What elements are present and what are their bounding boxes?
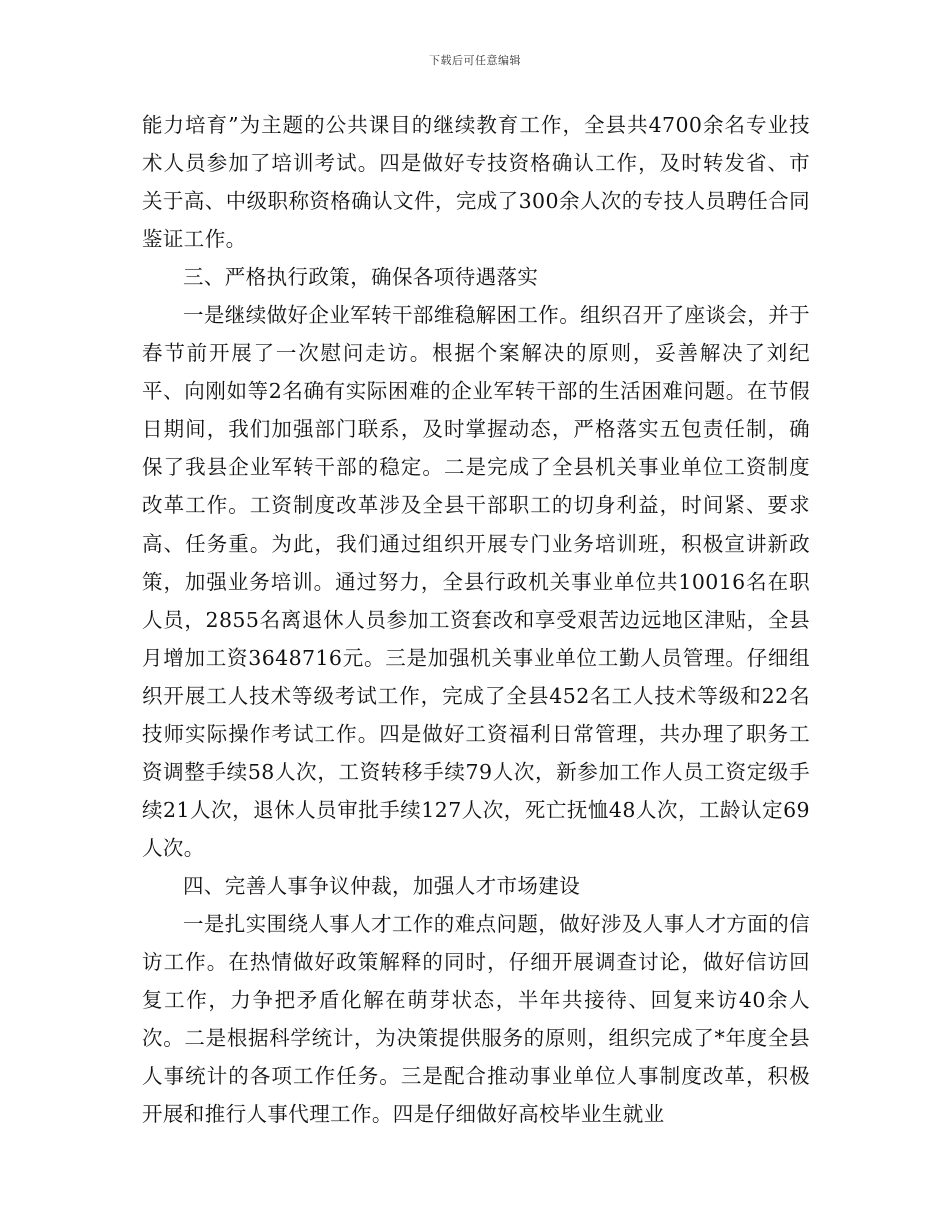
paragraph-section-4: 一是扎实围绕人事人才工作的难点问题，做好涉及人事人才方面的信访工作。在热情做好政策解释的同时，仔细开展调查讨论，做好信访回复工作，力争把矛盾化解在萌芽状态，半年共接待、回复来访40余人次。二是根据科学统计，为决策提供服务的原则，组织完成了*年度全县人事统计的各项工作任务。三是配合推动事业单位人事制度改革，积极开展和推行人事代理工作。四是仔细做好高校毕业生就业 — [142, 911, 810, 1127]
page-header: 下载后可任意编辑 — [429, 54, 521, 67]
document-body — [142, 106, 810, 1133]
section-heading-4: 四、完善人事争议仲裁，加强人才市场建设 — [183, 873, 581, 898]
section-heading-3: 三、严格执行政策，确保各项待遇落实 — [183, 265, 539, 290]
paragraph-continued: 能力培育”为主题的公共课目的继续教育工作，全县共4700余名专业技术人员参加了培训考试。四是做好专技资格确认工作，及时转发省、市关于高、中级职称资格确认文件，完成了300余人次的专技人员聘任合同鉴证工作。 — [142, 113, 810, 252]
paragraph-section-3: 一是继续做好企业军转干部维稳解困工作。组织召开了座谈会，并于春节前开展了一次慰问走访。根据个案解决的原则，妥善解决了刘纪平、向刚如等2名确有实际困难的企业军转干部的生活困难问题。在节假日期间，我们加强部门联系，及时掌握动态，严格落实五包责任制，确保了我县企业军转干部的稳定。二是完成了全县机关事业单位工资制度改革工作。工资制度改革涉及全县干部职工的切身利益，时间紧、要求高、任务重。为此，我们通过组织开展专门业务培训班，积极宣讲新政策，加强业务培训。通过努力，全县行政机关事业单位共10016名在职人员，2855名离退休人员参加工资套改和享受艰苦边远地区津贴，全县月增加工资3648716元。三是加强机关事业单位工勤人员管理。仔细组织开展工人技术等级考试工作，完成了全县452名工人技术等级和22名技师实际操作考试工作。四是做好工资福利日常管理，共办理了职务工资调整手续58人次，工资转移手续79人次，新参加工作人员工资定级手续21人次，退休人员审批手续127人次，死亡抚恤48人次，工龄认定69人次。 — [142, 303, 810, 860]
